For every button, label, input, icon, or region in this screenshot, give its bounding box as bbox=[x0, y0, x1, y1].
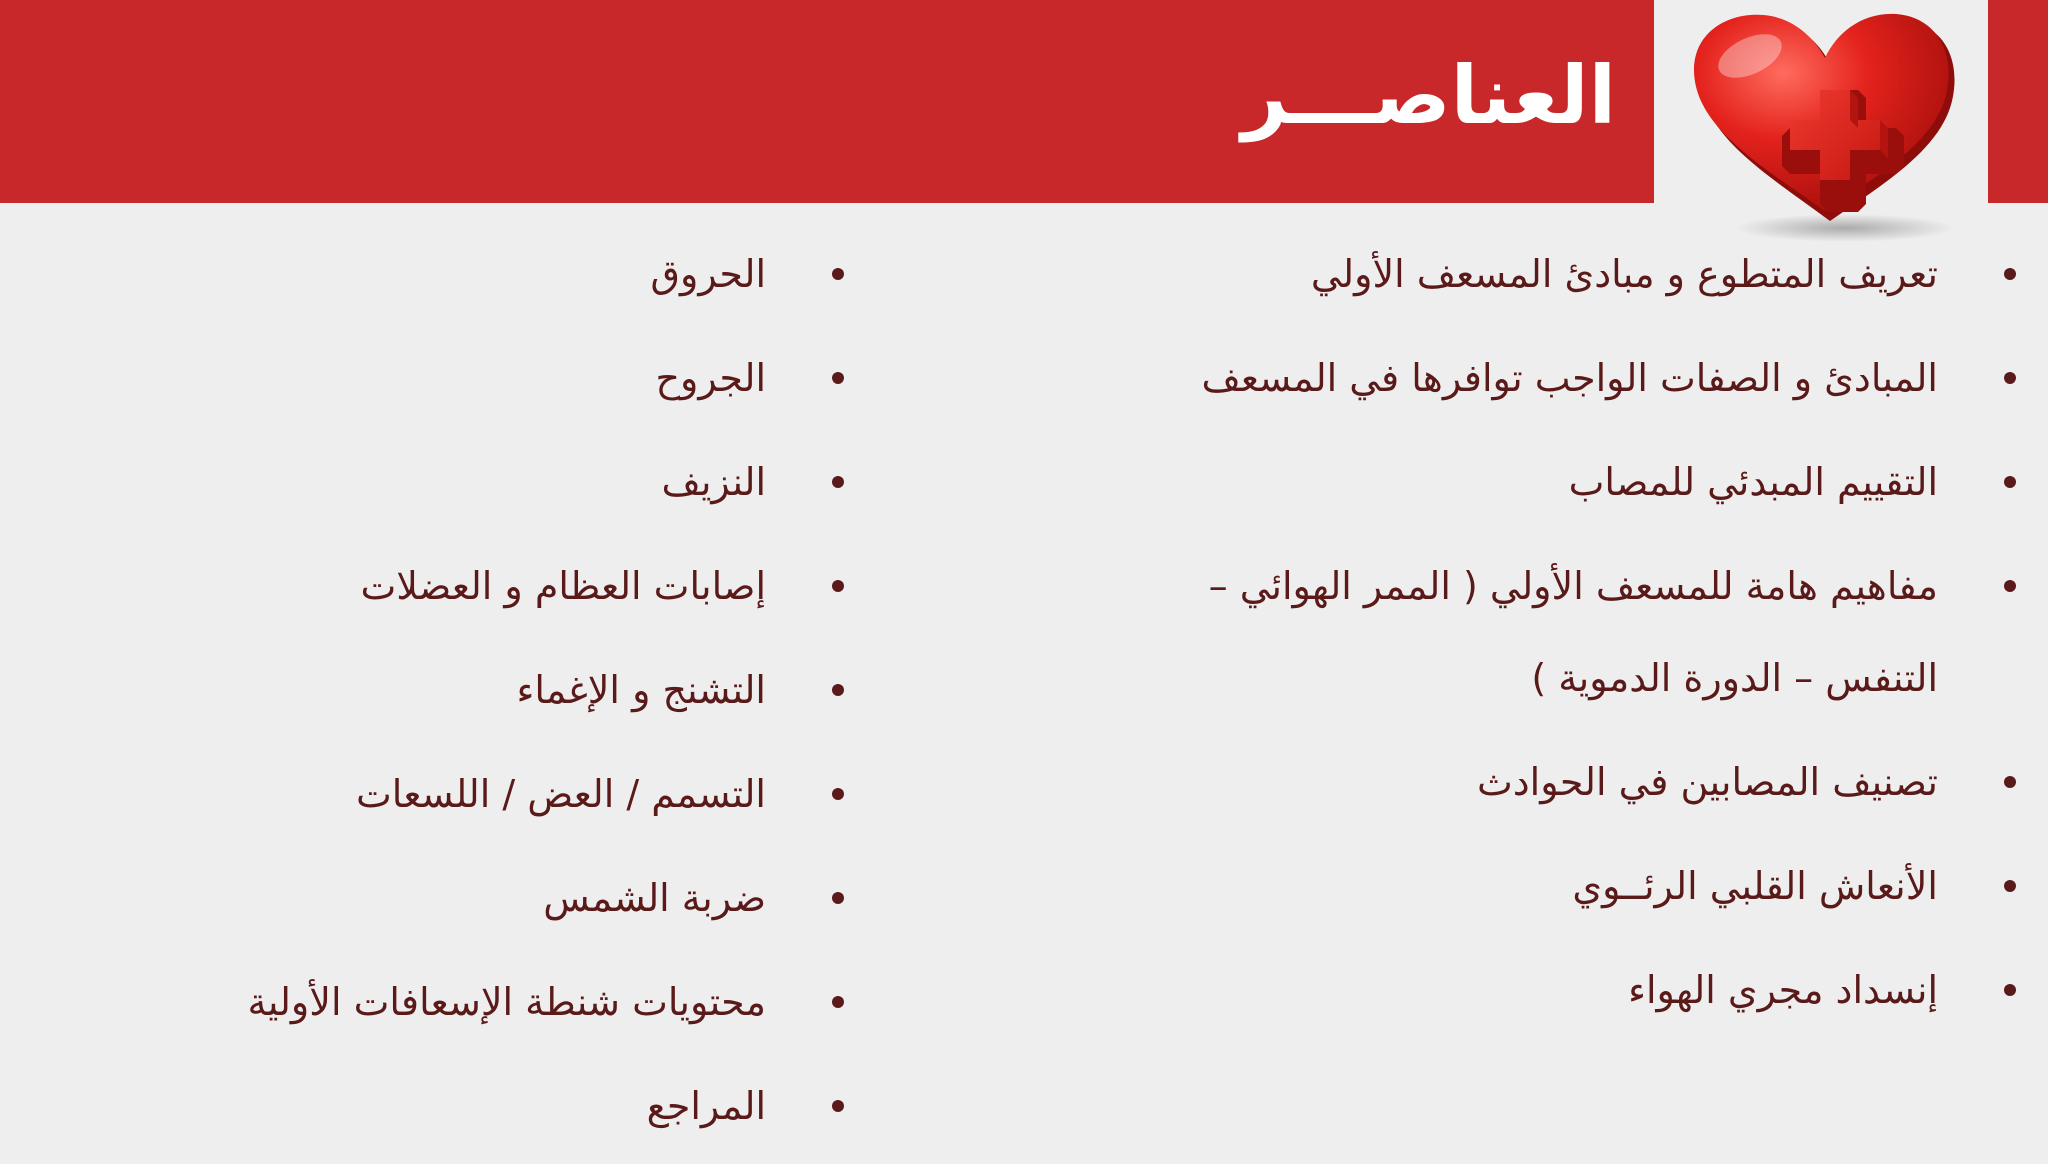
bullet-icon bbox=[2004, 268, 2016, 280]
list-item-text: التقييم المبدئي للمصاب bbox=[1568, 460, 1938, 504]
list-item-text: الأنعاش القلبي الرئــوي bbox=[1572, 864, 1938, 908]
list-item bbox=[1086, 540, 2016, 736]
bullet-icon bbox=[832, 1100, 844, 1112]
header-band-edge bbox=[1988, 0, 2048, 203]
bullet-icon bbox=[2004, 984, 2016, 996]
bullet-icon bbox=[2004, 880, 2016, 892]
list-item bbox=[24, 852, 844, 956]
list-item-text: التنفس – الدورة الدموية ) bbox=[1531, 656, 1938, 700]
list-item-text: تصنيف المصابين في الحوادث bbox=[1476, 760, 1938, 804]
list-item bbox=[24, 956, 844, 1060]
bullet-icon bbox=[2004, 372, 2016, 384]
heart-with-red-cross-icon bbox=[1680, 6, 1970, 246]
list-item bbox=[24, 1060, 844, 1164]
bullet-icon bbox=[2004, 580, 2016, 592]
list-item-text: الجروح bbox=[655, 356, 766, 400]
topics-right-column bbox=[1086, 228, 2016, 1048]
list-item-text: المراجع bbox=[646, 1084, 766, 1128]
list-item-text: إصابات العظام و العضلات bbox=[360, 564, 766, 608]
list-item-text: النزيف bbox=[661, 460, 766, 504]
bullet-icon bbox=[2004, 476, 2016, 488]
list-item-text: التشنج و الإغماء bbox=[516, 668, 766, 712]
page-title: العناصـــر bbox=[1241, 49, 1616, 142]
list-item-text: مفاهيم هامة للمسعف الأولي ( الممر الهوائي – bbox=[1208, 564, 1938, 608]
list-item-text: إنسداد مجري الهواء bbox=[1628, 968, 1938, 1012]
topics-left-column bbox=[24, 228, 844, 1164]
list-item bbox=[24, 436, 844, 540]
list-item-text: التسمم / العض / اللسعات bbox=[355, 772, 766, 816]
list-item bbox=[24, 332, 844, 436]
bullet-icon bbox=[2004, 776, 2016, 788]
bullet-icon bbox=[832, 268, 844, 280]
list-item-text: الحروق bbox=[650, 252, 766, 296]
list-item bbox=[1086, 736, 2016, 840]
list-item bbox=[24, 540, 844, 644]
bullet-icon bbox=[832, 996, 844, 1008]
list-item bbox=[1086, 436, 2016, 540]
list-item bbox=[1086, 944, 2016, 1048]
list-item bbox=[24, 228, 844, 332]
bullet-icon bbox=[832, 476, 844, 488]
bullet-icon bbox=[832, 580, 844, 592]
list-item-text: تعريف المتطوع و مبادئ المسعف الأولي bbox=[1310, 252, 1938, 296]
list-item-text: محتويات شنطة الإسعافات الأولية bbox=[247, 980, 766, 1024]
list-item-text: ضربة الشمس bbox=[543, 876, 766, 920]
bullet-icon bbox=[832, 684, 844, 696]
list-item bbox=[24, 748, 844, 852]
list-item bbox=[1086, 332, 2016, 436]
bullet-icon bbox=[832, 788, 844, 800]
list-item bbox=[1086, 228, 2016, 332]
bullet-icon bbox=[832, 372, 844, 384]
bullet-icon bbox=[832, 892, 844, 904]
list-item bbox=[24, 644, 844, 748]
list-item bbox=[1086, 840, 2016, 944]
list-item-text: المبادئ و الصفات الواجب توافرها في المسعف bbox=[1201, 356, 1938, 400]
